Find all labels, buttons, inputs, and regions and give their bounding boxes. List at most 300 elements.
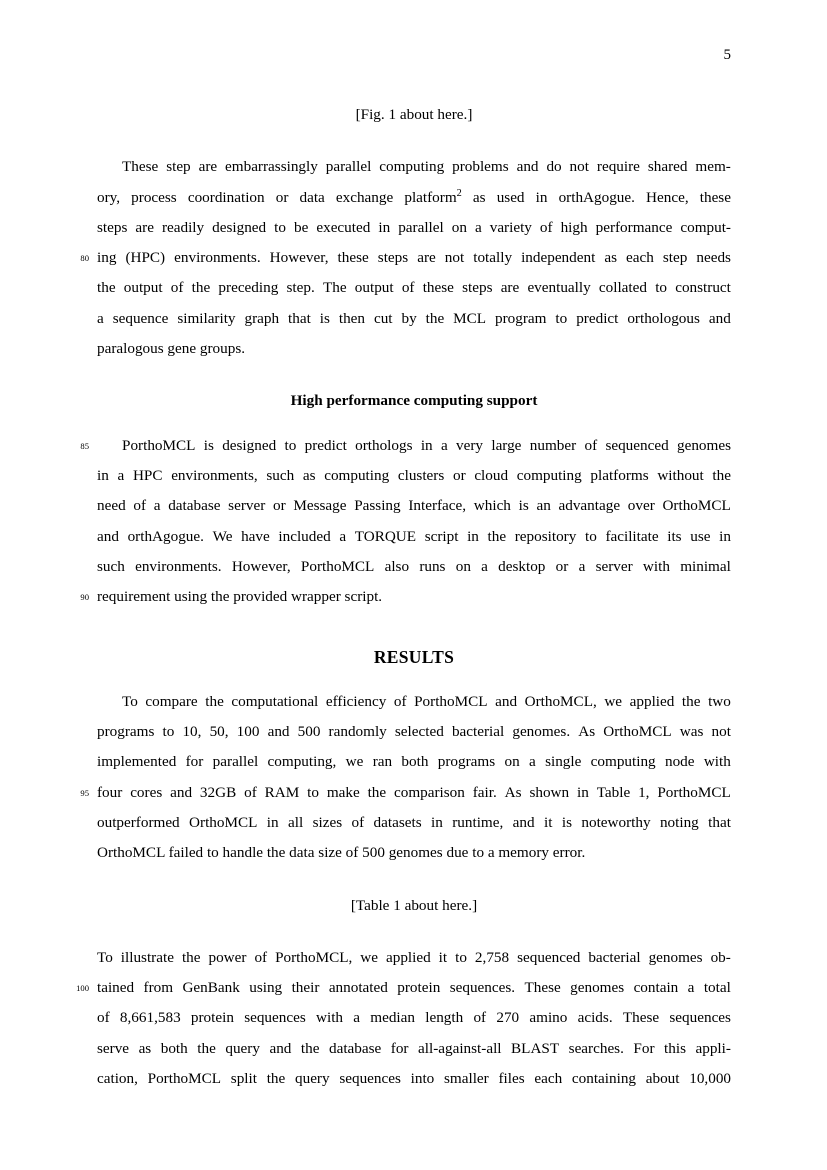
word: a <box>474 218 482 236</box>
text-line: OrthoMCL failed to handle the data size of 500 genomes due to a memory error. <box>97 844 586 862</box>
spacer <box>97 869 731 891</box>
word: computing <box>379 158 445 176</box>
word: with <box>316 1009 344 1027</box>
word: as <box>604 249 617 267</box>
word: collated <box>598 279 647 297</box>
word: these <box>699 188 731 206</box>
page-number: 5 <box>723 47 731 63</box>
word: parallel <box>212 753 259 771</box>
paragraph-hpc-body <box>80 431 731 613</box>
word: single <box>545 753 582 771</box>
word: do <box>546 158 562 176</box>
word: steps <box>97 218 128 236</box>
spacer <box>97 612 731 642</box>
word: the <box>367 783 387 801</box>
word: of <box>170 279 184 297</box>
word: a <box>353 1009 361 1027</box>
word: HPC <box>132 466 163 484</box>
text-line <box>80 582 731 612</box>
text-line <box>80 243 731 273</box>
word: noteworthy <box>581 813 651 831</box>
word: environments. <box>174 249 261 267</box>
word: for <box>390 1039 409 1057</box>
word: We <box>212 527 233 545</box>
word: server <box>595 557 633 575</box>
word: number <box>529 436 577 454</box>
word: or <box>555 557 569 575</box>
word: runs <box>419 557 446 575</box>
text-line <box>97 1003 731 1033</box>
word: tained <box>97 979 135 997</box>
word: However, <box>269 249 329 267</box>
word: orthologous <box>627 309 700 327</box>
word: server <box>228 497 266 515</box>
word: RAM <box>264 783 300 801</box>
text-line: paralogous gene groups. <box>97 340 246 358</box>
word: large <box>491 436 522 454</box>
word: two <box>708 692 731 710</box>
word: sequences. <box>449 979 516 997</box>
word: of <box>244 783 257 801</box>
word: total <box>703 979 731 997</box>
word-with-footnote <box>404 183 461 213</box>
word: about <box>645 1070 680 1088</box>
word: needs <box>696 249 731 267</box>
word: database <box>328 1039 382 1057</box>
word: then <box>338 309 366 327</box>
word: or <box>275 188 289 206</box>
text-line <box>97 808 731 838</box>
word: query <box>295 1070 330 1088</box>
text-line <box>97 1064 731 1094</box>
word: environments, <box>171 466 258 484</box>
word: readily <box>161 218 205 236</box>
word: a <box>153 497 161 515</box>
word: orthologs <box>355 436 413 454</box>
word: and <box>269 1039 292 1057</box>
word: facilitate <box>605 527 659 545</box>
word: used <box>496 188 525 206</box>
word: in <box>266 813 279 831</box>
word: datasets <box>373 813 422 831</box>
word: computing, <box>267 753 337 771</box>
word: 1, <box>638 783 650 801</box>
word: 2,758 <box>474 948 510 966</box>
word: step <box>166 158 191 176</box>
word: use <box>690 527 711 545</box>
word: the <box>487 527 507 545</box>
word: of <box>393 692 407 710</box>
word: totally <box>473 249 513 267</box>
word: sequenced <box>517 948 581 966</box>
word: PorthoMCL <box>300 557 375 575</box>
word: 50, <box>209 723 229 741</box>
word: of <box>254 948 268 966</box>
word: (HPC) <box>125 249 166 267</box>
word: step <box>662 249 688 267</box>
word: such <box>266 466 295 484</box>
word: both <box>401 753 429 771</box>
word: high <box>560 218 588 236</box>
word: output <box>354 279 394 297</box>
text-line <box>97 943 731 973</box>
word: genomes <box>570 979 625 997</box>
word: are <box>500 279 520 297</box>
word: and <box>495 692 518 710</box>
word: require <box>596 158 640 176</box>
word: 100 <box>236 723 260 741</box>
word: OrthoMCL <box>189 813 258 831</box>
word: using <box>249 979 283 997</box>
word: computing <box>516 466 582 484</box>
word: OrthoMCL <box>603 723 672 741</box>
word: that <box>708 813 731 831</box>
word: in <box>378 218 391 236</box>
word: shared <box>647 158 688 176</box>
word: data <box>299 188 325 206</box>
word: randomly <box>328 723 387 741</box>
word: on <box>504 753 520 771</box>
word: split <box>230 1070 257 1088</box>
word: OrthoMCL, <box>524 692 597 710</box>
word: mem- <box>695 158 731 176</box>
word: step. <box>286 279 315 297</box>
word: on <box>451 218 467 236</box>
word: into <box>410 1070 435 1088</box>
word: PorthoMCL <box>147 1070 222 1088</box>
word: MCL <box>453 309 487 327</box>
word: over <box>627 497 655 515</box>
word: embarrassingly <box>225 158 318 176</box>
word: programs <box>97 723 155 741</box>
word: in <box>467 527 479 545</box>
word: comparison <box>394 783 465 801</box>
word: sequences <box>339 1070 401 1088</box>
word: are <box>417 249 436 267</box>
word: or <box>452 466 466 484</box>
word: are <box>198 158 218 176</box>
word: designed <box>222 436 277 454</box>
line-number-90: 90 <box>80 592 89 603</box>
paragraph-parallel-computing <box>80 152 731 364</box>
word: coordination <box>187 188 265 206</box>
word: parallel <box>398 218 444 236</box>
word: all <box>288 813 304 831</box>
word: 10, <box>182 723 202 741</box>
word: As <box>504 783 522 801</box>
word: to <box>584 527 597 545</box>
word: noting <box>659 813 699 831</box>
word: clusters <box>397 466 445 484</box>
word: OrthoMCL <box>662 497 731 515</box>
word: process <box>131 188 177 206</box>
word: acids. <box>577 1009 613 1027</box>
word: To <box>122 692 138 710</box>
word: query <box>225 1039 260 1057</box>
word: and <box>516 158 539 176</box>
word: graph <box>244 309 280 327</box>
word: To <box>97 948 113 966</box>
word: ob- <box>710 948 731 966</box>
word: sizes <box>312 813 343 831</box>
word: These <box>622 1009 660 1027</box>
word: we <box>360 948 378 966</box>
table-1-callout: [Table 1 about here.] <box>350 896 478 914</box>
word: the <box>681 692 701 710</box>
word: PorthoMCL <box>122 436 196 454</box>
text-line <box>97 552 731 582</box>
word: length <box>425 1009 464 1027</box>
word: cation, <box>97 1070 138 1088</box>
text-line <box>97 152 731 182</box>
word: problems <box>452 158 509 176</box>
word: independent <box>521 249 596 267</box>
word: by <box>401 309 417 327</box>
word: PorthoMCL <box>414 692 488 710</box>
word: eventually <box>527 279 591 297</box>
word: The <box>322 279 347 297</box>
word: performance <box>595 218 673 236</box>
word: a <box>481 557 488 575</box>
word: 8,661,583 <box>119 1009 181 1027</box>
word: we <box>604 692 623 710</box>
word: database <box>168 497 221 515</box>
word: program <box>495 309 547 327</box>
text-line <box>97 304 731 334</box>
word: this <box>664 1039 686 1057</box>
text-column <box>76 100 731 1094</box>
word: as <box>138 1039 152 1057</box>
word: their <box>291 979 320 997</box>
word: included <box>278 527 331 545</box>
word: construct <box>675 279 731 297</box>
word: and <box>267 723 290 741</box>
word: or <box>272 497 286 515</box>
word: 270 <box>496 1009 520 1027</box>
word: Hence, <box>646 188 689 206</box>
word: files <box>498 1070 525 1088</box>
word: was <box>679 723 704 741</box>
spacer <box>97 673 731 687</box>
word: orthAgogue. <box>127 527 204 545</box>
paragraph-results-body <box>80 687 731 869</box>
word: bacterial <box>451 723 505 741</box>
word: bacterial <box>588 948 641 966</box>
text-line <box>97 491 731 521</box>
word: applied <box>629 692 675 710</box>
word: 32GB <box>199 783 237 801</box>
word: of <box>401 279 415 297</box>
word: compare <box>145 692 198 710</box>
word: parallel <box>325 158 372 176</box>
word: as <box>302 466 316 484</box>
word: predict <box>576 309 619 327</box>
word: Table <box>596 783 631 801</box>
word: the <box>97 279 116 297</box>
word: efficiency <box>325 692 387 710</box>
word: for <box>185 753 204 771</box>
word: to <box>274 218 286 236</box>
word: the <box>712 466 731 484</box>
text-line <box>97 213 731 243</box>
word: median <box>370 1009 415 1027</box>
word: output <box>123 279 163 297</box>
word: executed <box>316 218 371 236</box>
word: Message <box>293 497 347 515</box>
word: orthAgogue. <box>558 188 635 206</box>
word: environments. <box>135 557 222 575</box>
word: four <box>97 783 123 801</box>
word: and <box>512 813 535 831</box>
text-line <box>80 431 731 461</box>
word: TORQUE <box>354 527 417 545</box>
word: to <box>284 436 297 454</box>
line-number-100: 100 <box>76 983 89 994</box>
word: be <box>294 218 309 236</box>
word: of <box>97 1009 110 1027</box>
word: of <box>539 218 553 236</box>
word: and <box>708 309 731 327</box>
word: a <box>339 527 347 545</box>
word: each <box>626 249 654 267</box>
text-line <box>97 687 731 717</box>
word: desktop <box>498 557 546 575</box>
word: to <box>162 723 175 741</box>
word: cloud <box>474 466 509 484</box>
word: protein <box>190 1009 234 1027</box>
word: on <box>455 557 471 575</box>
word: very <box>456 436 484 454</box>
word: searches. <box>568 1039 624 1057</box>
word: smaller <box>444 1070 489 1088</box>
word: selected <box>394 723 444 741</box>
word: serve <box>97 1039 130 1057</box>
word: genomes. <box>512 723 571 741</box>
word: an <box>536 497 551 515</box>
word: to <box>455 948 467 966</box>
word: minimal <box>680 557 731 575</box>
word: the <box>205 692 224 710</box>
word: we <box>345 753 364 771</box>
word: it <box>438 948 448 966</box>
word: computing <box>324 466 390 484</box>
text-line <box>97 273 731 303</box>
word: 10,000 <box>689 1070 731 1088</box>
word: script <box>424 527 459 545</box>
word: a <box>687 979 695 997</box>
text-line <box>97 522 731 552</box>
line-number-80: 80 <box>80 253 89 264</box>
word: outperformed <box>97 813 180 831</box>
word: PorthoMCL <box>657 783 731 801</box>
word: computational <box>231 692 319 710</box>
word: platforms <box>590 466 649 484</box>
word: designed <box>212 218 267 236</box>
word: ing <box>97 249 117 267</box>
word: cut <box>373 309 393 327</box>
word: in <box>719 527 731 545</box>
word: the <box>191 279 211 297</box>
word: sequenced <box>605 436 669 454</box>
word: steps <box>377 249 409 267</box>
word: These <box>524 979 561 997</box>
footnote-marker[interactable]: 2 <box>456 187 462 199</box>
word: a <box>117 466 125 484</box>
word: preceding <box>218 279 279 297</box>
line-number-85: 85 <box>80 440 89 451</box>
spacer <box>97 364 731 386</box>
word: need <box>97 497 126 515</box>
word: to <box>307 783 319 801</box>
word: containing <box>571 1070 637 1088</box>
word: it <box>544 813 553 831</box>
word: predict <box>304 436 347 454</box>
text-line <box>97 461 731 491</box>
word: 500 <box>297 723 321 741</box>
word: comput- <box>680 218 731 236</box>
word: the <box>181 948 201 966</box>
text-line <box>97 747 731 777</box>
heading-hpc-support: High performance computing support <box>290 392 538 410</box>
word: is <box>203 436 214 454</box>
word: not <box>569 158 589 176</box>
spacer <box>97 130 731 152</box>
word: its <box>667 527 682 545</box>
paragraph-application-body <box>76 943 731 1094</box>
word: a <box>440 436 448 454</box>
word: illustrate <box>120 948 174 966</box>
word: of <box>133 497 147 515</box>
word: as <box>472 188 486 206</box>
word: variety <box>489 218 532 236</box>
word: all-against-all <box>418 1039 502 1057</box>
word: a <box>528 753 536 771</box>
line-number-95: 95 <box>80 787 89 798</box>
word: in <box>576 783 589 801</box>
word: applied <box>385 948 431 966</box>
word: also <box>384 557 410 575</box>
word: not <box>444 249 465 267</box>
word: runtime, <box>452 813 504 831</box>
word: is <box>319 309 330 327</box>
word: of <box>351 813 365 831</box>
spacer <box>97 921 731 943</box>
word: each <box>534 1070 563 1088</box>
word: to <box>655 279 668 297</box>
word: advantage <box>558 497 621 515</box>
word: implemented <box>97 753 177 771</box>
word: of <box>473 1009 487 1027</box>
word: from <box>143 979 174 997</box>
word: contain <box>633 979 679 997</box>
word: in <box>535 188 548 206</box>
figure-1-callout: [Fig. 1 about here.] <box>355 106 473 123</box>
word: sequences <box>244 1009 306 1027</box>
word: For <box>633 1039 655 1057</box>
word: in <box>431 813 443 831</box>
spacer <box>97 417 731 431</box>
word: have <box>241 527 270 545</box>
word: shown <box>529 783 570 801</box>
word: platform <box>404 188 457 206</box>
text-line <box>97 717 731 747</box>
word: genomes <box>677 436 731 454</box>
word: steps <box>462 279 493 297</box>
word: repository <box>514 527 577 545</box>
word: in <box>420 436 433 454</box>
word: these <box>422 279 454 297</box>
word: and <box>170 783 193 801</box>
